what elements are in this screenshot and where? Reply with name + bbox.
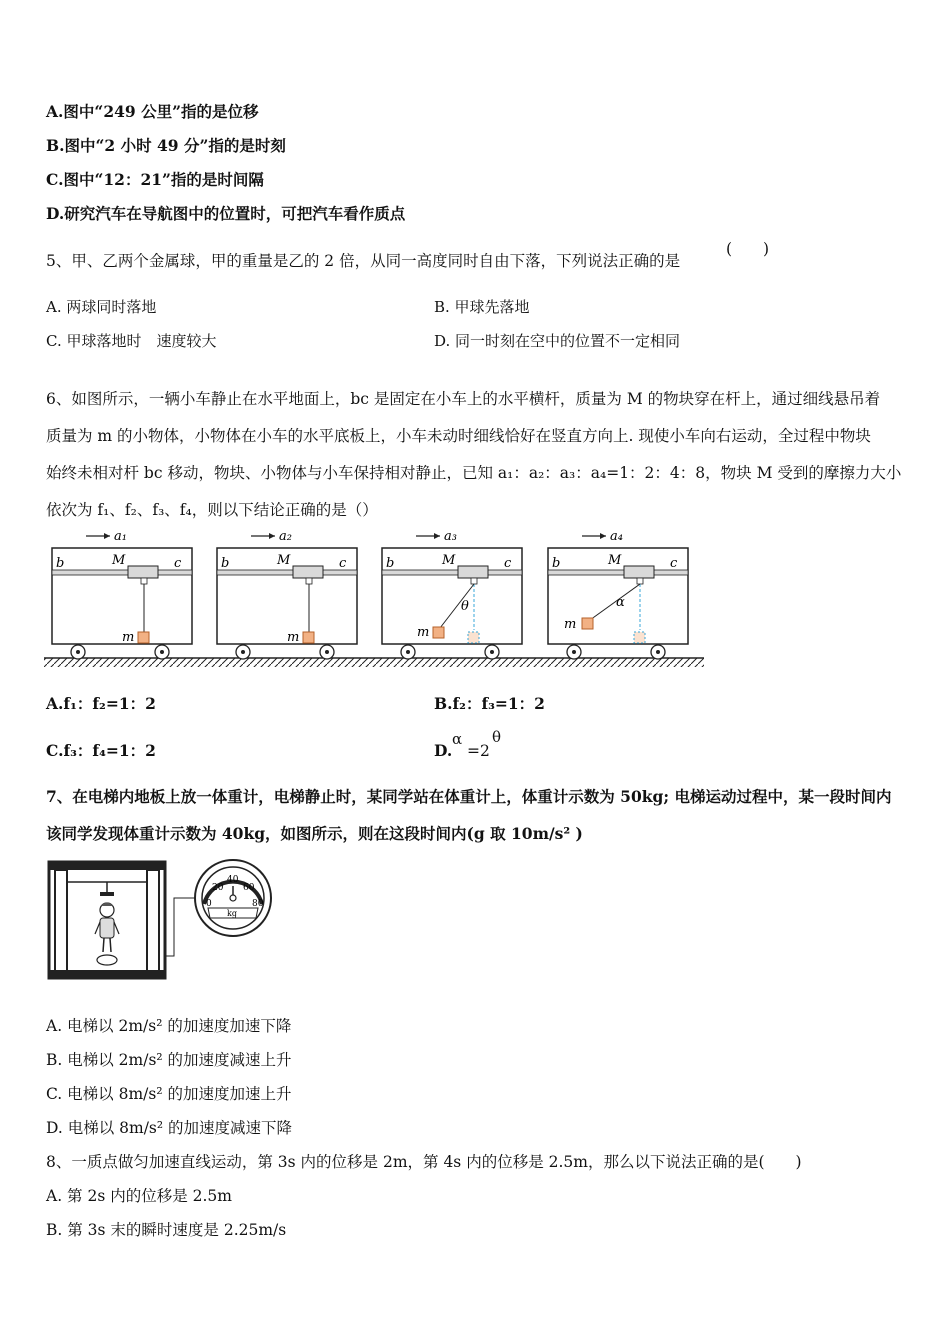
q7-stem-line-2: 该同学发现体重计示数为 40kg，如图所示，则在这段时间内(g 取 10m/s² ): [46, 824, 583, 843]
q7-stem-line-1: 7、在电梯内地板上放一体重计，电梯静止时，某同学站在体重计上，体重计示数为 50kg; 电梯运动过程中，某一段时间内: [46, 787, 892, 806]
label-M: M: [277, 553, 291, 568]
scale-tick-0: 0: [206, 899, 212, 909]
q7-option-b: B. 电梯以 2m/s² 的加速度减速上升: [46, 1051, 292, 1069]
block-M: [128, 566, 158, 578]
cart-4-accel-label: a₄: [610, 529, 623, 544]
scale-platform: [97, 955, 117, 965]
q4-option-d: D.研究汽车在导航图中的位置时，可把汽车看作质点: [46, 204, 406, 223]
block-m: [433, 627, 444, 638]
label-m: m: [417, 625, 430, 640]
scale-tick-60: 60: [243, 883, 255, 893]
q6-stem-line-3: 始终未相对杆 bc 移动，物块、小物体与小车保持相对静止，已知 a₁：a₂：a₃：a₄=1：2：4：8，物块 M 受到的摩擦力大小: [46, 464, 902, 482]
q4-option-a: A.图中“249 公里”指的是位移: [46, 102, 259, 121]
ghost-block: [468, 632, 479, 643]
label-alpha: α: [616, 595, 625, 610]
q6-option-d-eq: =2: [467, 742, 490, 760]
label-m: m: [287, 630, 300, 645]
q5-option-b: B. 甲球先落地: [434, 298, 530, 316]
block-m: [582, 618, 593, 629]
q4-option-b: B.图中“2 小时 49 分”指的是时刻: [46, 136, 286, 155]
q7-option-d: D. 电梯以 8m/s² 的加速度减速下降: [46, 1119, 293, 1137]
q5-stem: 5、甲、乙两个金属球，甲的重量是乙的 2 倍，从同一高度同时自由下落，下列说法正确的是: [46, 252, 681, 270]
q6-option-c: C.f₃：f₄=1：2: [46, 741, 156, 760]
q6-option-a: A.f₁：f₂=1：2: [46, 694, 156, 713]
q6-cart-figure: [40, 524, 710, 674]
block-M: [458, 566, 488, 578]
label-m: m: [122, 630, 135, 645]
q7-elevator-figure: [46, 856, 278, 982]
string: [590, 584, 640, 620]
ghost-block: [634, 632, 645, 643]
cart-3-accel-label: a₃: [444, 529, 457, 544]
scale-tick-80: 80: [252, 899, 264, 909]
label-c: c: [504, 556, 512, 571]
label-M: M: [442, 553, 456, 568]
ground-hatch: [44, 658, 704, 667]
string: [440, 584, 474, 628]
q6-option-d-alpha: α: [452, 730, 463, 748]
q7-option-c: C. 电梯以 8m/s² 的加速度加速上升: [46, 1085, 292, 1103]
q8-stem: 8、一质点做匀加速直线运动，第 3s 内的位移是 2m，第 4s 内的位移是 2.5m，那么以下说法正确的是( ): [46, 1153, 802, 1171]
cart-2: [217, 529, 357, 659]
cart-3: [382, 529, 522, 659]
label-b: b: [552, 556, 561, 571]
cart-4: [548, 529, 688, 659]
label-b: b: [221, 556, 230, 571]
label-m: m: [564, 617, 577, 632]
cart-1: [52, 529, 192, 659]
block-m: [138, 632, 149, 643]
label-b: b: [386, 556, 395, 571]
scale-tick-40: 40: [227, 875, 239, 885]
q6-stem-line-4: 依次为 f₁、f₂、f₃、f₄，则以下结论正确的是（）: [46, 501, 378, 519]
cart-2-accel-label: a₂: [279, 529, 292, 544]
q8-option-a: A. 第 2s 内的位移是 2.5m: [46, 1187, 232, 1205]
q6-stem-line-2: 质量为 m 的小物体，小物体在小车的水平底板上，小车未动时细线恰好在竖直方向上. 现使小车向右运动，全过程中物块: [46, 427, 871, 445]
block-m: [303, 632, 314, 643]
cart-1-accel-label: a₁: [114, 529, 127, 544]
q5-answer-paren: ( ): [726, 240, 770, 258]
q6-option-d-prefix: D.: [434, 741, 453, 760]
q5-option-a: A. 两球同时落地: [46, 298, 157, 316]
q6-stem-line-1: 6、如图所示，一辆小车静止在水平地面上，bc 是固定在小车上的水平横杆，质量为 M 的物块穿在杆上，通过细线悬吊着: [46, 390, 881, 408]
q6-option-d-theta: θ: [492, 728, 502, 746]
label-c: c: [174, 556, 182, 571]
label-M: M: [112, 553, 126, 568]
label-M: M: [608, 553, 622, 568]
label-theta: θ: [461, 599, 469, 614]
scale-tick-20: 20: [212, 883, 224, 893]
scale-unit: kg: [227, 909, 237, 918]
q5-option-d: D. 同一时刻在空中的位置不一定相同: [434, 332, 681, 350]
label-c: c: [339, 556, 347, 571]
label-c: c: [670, 556, 678, 571]
q7-option-a: A. 电梯以 2m/s² 的加速度加速下降: [46, 1017, 292, 1035]
q8-option-b: B. 第 3s 末的瞬时速度是 2.25m/s: [46, 1221, 287, 1239]
label-b: b: [56, 556, 65, 571]
q4-option-c: C.图中“12：21”指的是时间隔: [46, 170, 264, 189]
block-M: [624, 566, 654, 578]
scale-gauge: [195, 860, 271, 936]
block-M: [293, 566, 323, 578]
q5-option-c: C. 甲球落地时 速度较大: [46, 332, 217, 350]
q6-option-b: B.f₂：f₃=1：2: [434, 694, 545, 713]
